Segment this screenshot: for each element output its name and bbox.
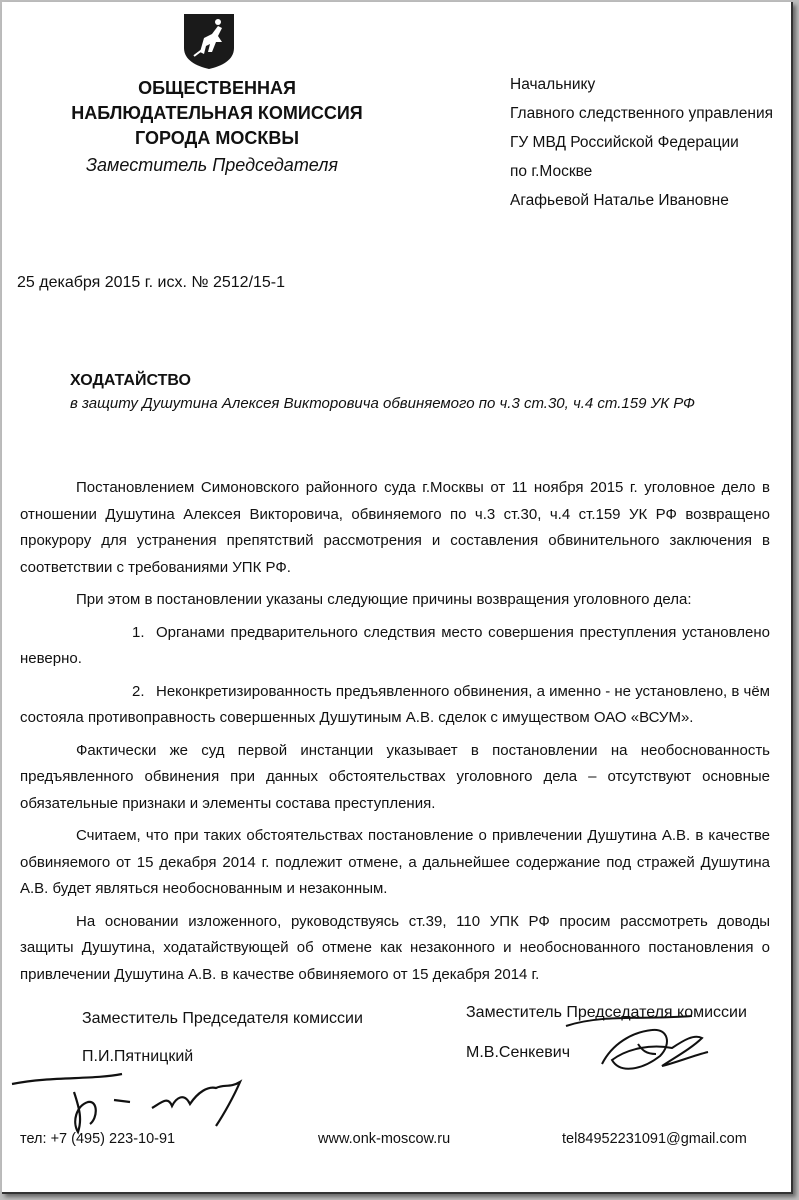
right-signatory-title: Заместитель Председателя комиссии bbox=[466, 1004, 747, 1021]
addressee-block bbox=[510, 70, 773, 215]
addressee-line: Начальнику bbox=[510, 76, 596, 93]
org-line-1: ОБЩЕСТВЕННАЯ bbox=[138, 78, 296, 98]
addressee-line: Агафьевой Наталье Ивановне bbox=[510, 192, 729, 209]
body-paragraph: Постановлением Симоновского районного суда г.Москвы от 11 ноября 2015 г. уголовное дело в отношении Душутина Алексея Викторовича, обвиняемого по ч.3 ст.30, ч.4 ст.159 УК РФ возвращено прокурору для устранения препятствий рассмотрения и составления обвинительного заключения в соответствии с требованиями УПК РФ. bbox=[20, 479, 770, 576]
addressee-line: ГУ МВД Российской Федерации bbox=[510, 134, 739, 151]
org-position: Заместитель Председателя bbox=[86, 155, 338, 175]
document-page bbox=[2, 2, 793, 1194]
organization-name bbox=[42, 76, 392, 151]
list-item bbox=[20, 620, 770, 673]
left-signatory-title: Заместитель Председателя комиссии bbox=[82, 1010, 363, 1027]
left-signatory-name: П.И.Пятницкий bbox=[82, 1048, 194, 1065]
addressee-line: по г.Москве bbox=[510, 163, 593, 180]
footer-email: tel84952231091@gmail.com bbox=[562, 1131, 747, 1147]
date-reference: 25 декабря 2015 г. исх. № 2512/15-1 bbox=[17, 274, 286, 291]
footer-phone: тел: +7 (495) 223-10-91 bbox=[20, 1131, 176, 1147]
document-body bbox=[20, 475, 770, 994]
list-item-text: Неконкретизированность предъявленного обвинения, а именно - не установлено, в чём состояла противоправность совершенных Душутиным А.В. сделок с имуществом ОАО «ВСУМ». bbox=[20, 682, 770, 726]
list-item-text: Органами предварительного следствия место совершения преступления установлено неверно. bbox=[20, 623, 770, 667]
body-paragraph: При этом в постановлении указаны следующие причины возвращения уголовного дела: bbox=[76, 591, 692, 608]
body-paragraph: Считаем, что при таких обстоятельствах постановление о привлечении Душутина А.В. в качестве обвиняемого от 15 декабря 2014 г. подлежит отмене, а дальнейшее содержание под стражей Душутина А.В. будет являться необоснованным и незаконным. bbox=[20, 827, 770, 897]
footer-website: www.onk-moscow.ru bbox=[318, 1131, 451, 1147]
document-subtitle: в защиту Душутина Алексея Викторовича обвиняемого по ч.3 ст.30, ч.4 ст.159 УК РФ bbox=[70, 395, 695, 412]
list-number: 2. bbox=[132, 682, 145, 700]
moscow-coat-of-arms-icon bbox=[182, 12, 236, 70]
left-signature-icon bbox=[2, 1062, 262, 1142]
org-line-3: ГОРОДА МОСКВЫ bbox=[135, 128, 299, 148]
list-item bbox=[20, 679, 770, 732]
addressee-line: Главного следственного управления bbox=[510, 105, 774, 122]
document-title: ХОДАТАЙСТВО bbox=[70, 372, 191, 389]
right-signature-icon bbox=[542, 1004, 742, 1080]
body-paragraph: Фактически же суд первой инстанции указывает в постановлении на необоснованность предъявленного обвинения при данных обстоятельствах уголовного дела – отсутствуют основные обязательные признаки и элементы состава преступления. bbox=[20, 741, 770, 812]
right-signatory-name: М.В.Сенкевич bbox=[466, 1044, 571, 1061]
list-number: 1. bbox=[132, 623, 145, 641]
body-paragraph: На основании изложенного, руководствуясь ст.39, 110 УПК РФ просим рассмотреть доводы защиты Душутина, ходатайствующей об отмене как незаконного и необоснованного постановления о привлечении Душутина А.В. в качестве обвиняемого от 15 декабря 2014 г. bbox=[20, 912, 770, 983]
org-line-2: НАБЛЮДАТЕЛЬНАЯ КОМИССИЯ bbox=[71, 103, 363, 123]
